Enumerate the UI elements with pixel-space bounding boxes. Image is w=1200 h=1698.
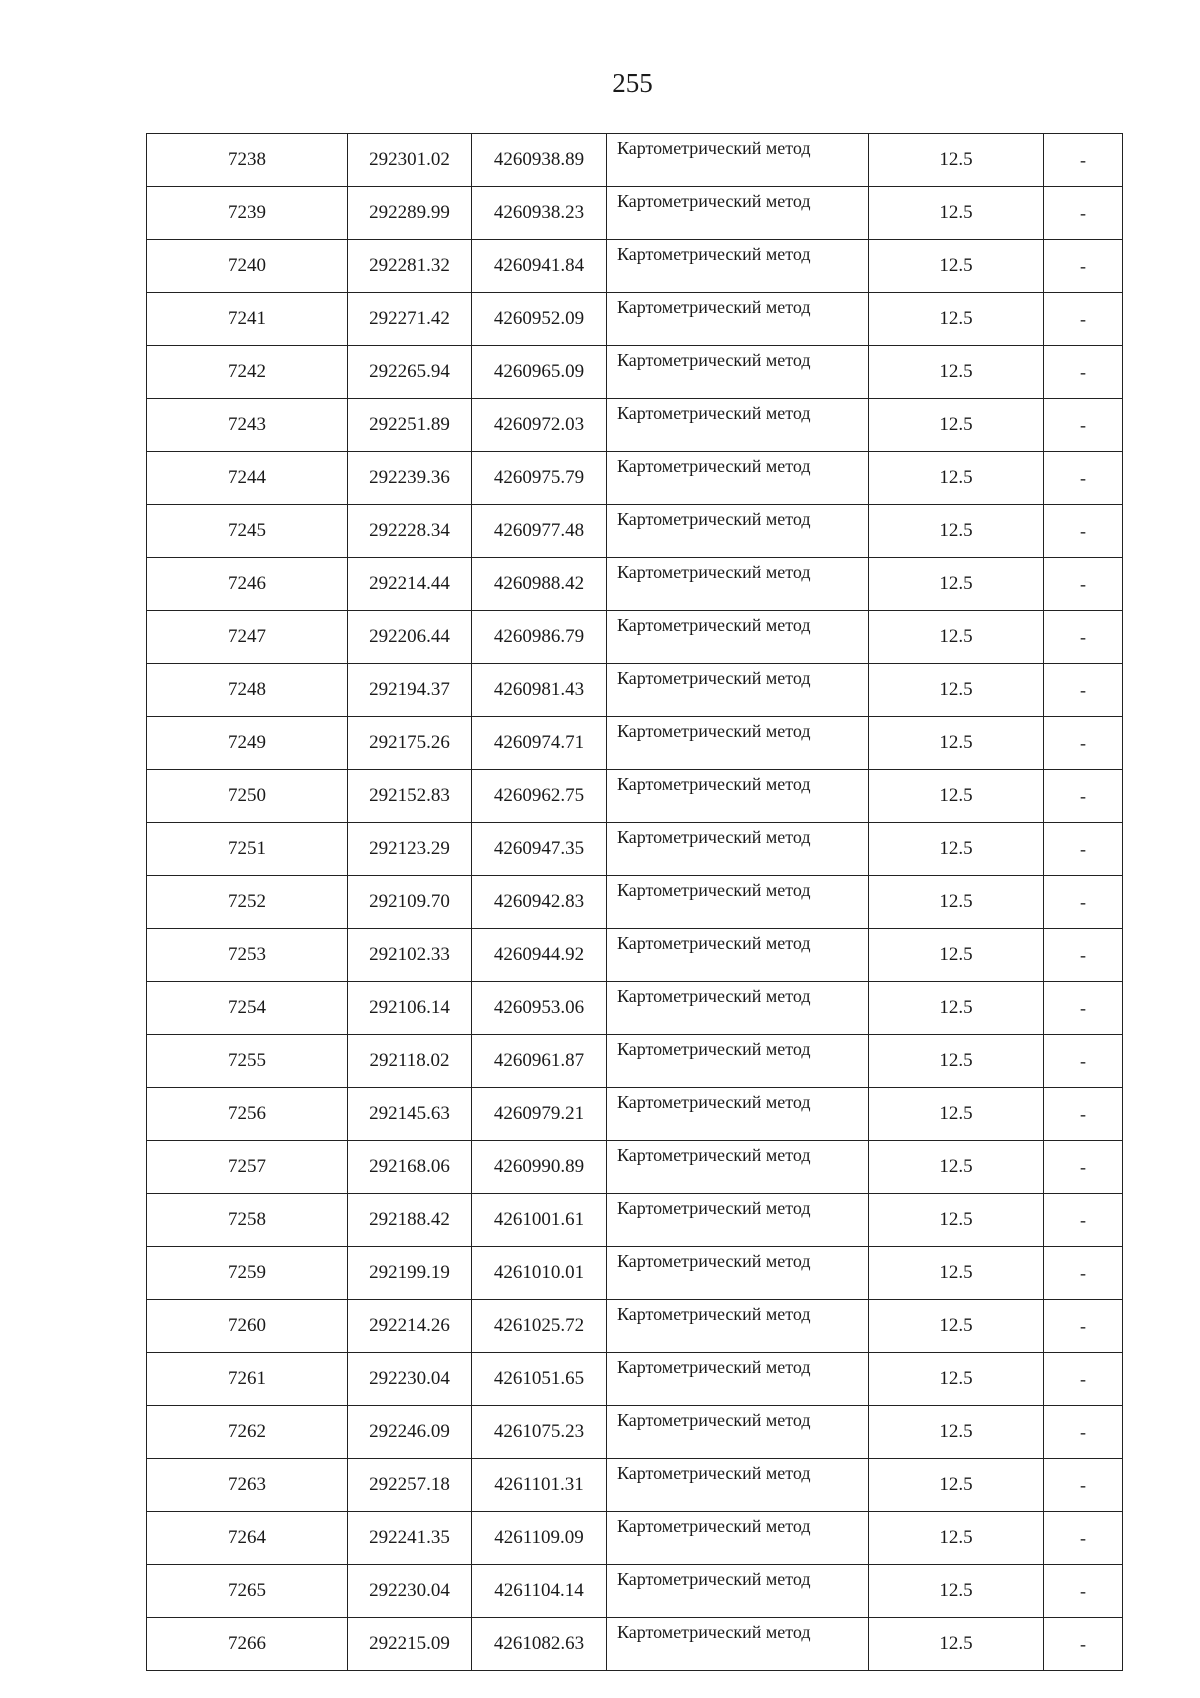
method-cell: Картометрический метод [607,1300,869,1353]
table-row [147,611,1123,664]
accuracy-cell: 12.5 [869,1088,1044,1141]
method-cell: Картометрический метод [607,1353,869,1406]
point-number-cell: 7265 [147,1565,348,1618]
point-number-cell: 7246 [147,558,348,611]
method-cell: Картометрический метод [607,770,869,823]
y-coordinate-cell: 4261082.63 [472,1618,607,1671]
accuracy-cell: 12.5 [869,1035,1044,1088]
x-coordinate-cell: 292241.35 [348,1512,472,1565]
note-cell: - [1044,293,1123,346]
x-coordinate-cell: 292239.36 [348,452,472,505]
point-number-cell: 7263 [147,1459,348,1512]
table-row [147,1459,1123,1512]
x-coordinate-cell: 292265.94 [348,346,472,399]
note-cell: - [1044,1353,1123,1406]
table-row [147,346,1123,399]
table-row [147,187,1123,240]
accuracy-cell: 12.5 [869,505,1044,558]
table-row [147,134,1123,187]
point-number-cell: 7259 [147,1247,348,1300]
y-coordinate-cell: 4260962.75 [472,770,607,823]
point-number-cell: 7245 [147,505,348,558]
x-coordinate-cell: 292228.34 [348,505,472,558]
accuracy-cell: 12.5 [869,823,1044,876]
accuracy-cell: 12.5 [869,293,1044,346]
accuracy-cell: 12.5 [869,1618,1044,1671]
accuracy-cell: 12.5 [869,1565,1044,1618]
method-cell: Картометрический метод [607,240,869,293]
accuracy-cell: 12.5 [869,1353,1044,1406]
y-coordinate-cell: 4260981.43 [472,664,607,717]
accuracy-cell: 12.5 [869,399,1044,452]
note-cell: - [1044,505,1123,558]
method-cell: Картометрический метод [607,1406,869,1459]
table-row [147,1035,1123,1088]
x-coordinate-cell: 292281.32 [348,240,472,293]
accuracy-cell: 12.5 [869,452,1044,505]
table-row [147,770,1123,823]
method-cell: Картометрический метод [607,929,869,982]
y-coordinate-cell: 4261010.01 [472,1247,607,1300]
point-number-cell: 7251 [147,823,348,876]
y-coordinate-cell: 4260953.06 [472,982,607,1035]
x-coordinate-cell: 292194.37 [348,664,472,717]
point-number-cell: 7266 [147,1618,348,1671]
y-coordinate-cell: 4260938.89 [472,134,607,187]
x-coordinate-cell: 292109.70 [348,876,472,929]
table-row [147,1512,1123,1565]
method-cell: Картометрический метод [607,1247,869,1300]
method-cell: Картометрический метод [607,717,869,770]
table-row [147,1141,1123,1194]
y-coordinate-cell: 4261075.23 [472,1406,607,1459]
y-coordinate-cell: 4260975.79 [472,452,607,505]
accuracy-cell: 12.5 [869,240,1044,293]
point-number-cell: 7256 [147,1088,348,1141]
table-row [147,717,1123,770]
table-row [147,982,1123,1035]
method-cell: Картометрический метод [607,187,869,240]
table-row [147,293,1123,346]
coordinates-table-body [147,134,1123,1671]
x-coordinate-cell: 292199.19 [348,1247,472,1300]
note-cell: - [1044,346,1123,399]
table-row [147,452,1123,505]
accuracy-cell: 12.5 [869,346,1044,399]
x-coordinate-cell: 292118.02 [348,1035,472,1088]
point-number-cell: 7258 [147,1194,348,1247]
note-cell: - [1044,452,1123,505]
y-coordinate-cell: 4261101.31 [472,1459,607,1512]
point-number-cell: 7243 [147,399,348,452]
x-coordinate-cell: 292188.42 [348,1194,472,1247]
accuracy-cell: 12.5 [869,1247,1044,1300]
table-row [147,240,1123,293]
x-coordinate-cell: 292123.29 [348,823,472,876]
accuracy-cell: 12.5 [869,134,1044,187]
accuracy-cell: 12.5 [869,982,1044,1035]
x-coordinate-cell: 292106.14 [348,982,472,1035]
point-number-cell: 7249 [147,717,348,770]
coordinates-table [146,133,1123,1671]
table-row [147,876,1123,929]
note-cell: - [1044,982,1123,1035]
y-coordinate-cell: 4260979.21 [472,1088,607,1141]
point-number-cell: 7241 [147,293,348,346]
method-cell: Картометрический метод [607,823,869,876]
x-coordinate-cell: 292301.02 [348,134,472,187]
accuracy-cell: 12.5 [869,1459,1044,1512]
note-cell: - [1044,1194,1123,1247]
y-coordinate-cell: 4260986.79 [472,611,607,664]
note-cell: - [1044,876,1123,929]
method-cell: Картометрический метод [607,1618,869,1671]
x-coordinate-cell: 292175.26 [348,717,472,770]
method-cell: Картометрический метод [607,1512,869,1565]
note-cell: - [1044,134,1123,187]
note-cell: - [1044,770,1123,823]
point-number-cell: 7261 [147,1353,348,1406]
method-cell: Картометрический метод [607,1459,869,1512]
accuracy-cell: 12.5 [869,1141,1044,1194]
point-number-cell: 7264 [147,1512,348,1565]
point-number-cell: 7248 [147,664,348,717]
y-coordinate-cell: 4260941.84 [472,240,607,293]
point-number-cell: 7239 [147,187,348,240]
note-cell: - [1044,558,1123,611]
y-coordinate-cell: 4261025.72 [472,1300,607,1353]
y-coordinate-cell: 4260988.42 [472,558,607,611]
table-row [147,1194,1123,1247]
method-cell: Картометрический метод [607,134,869,187]
table-row [147,664,1123,717]
y-coordinate-cell: 4260972.03 [472,399,607,452]
y-coordinate-cell: 4260942.83 [472,876,607,929]
note-cell: - [1044,1141,1123,1194]
note-cell: - [1044,1300,1123,1353]
y-coordinate-cell: 4260974.71 [472,717,607,770]
point-number-cell: 7238 [147,134,348,187]
point-number-cell: 7244 [147,452,348,505]
accuracy-cell: 12.5 [869,1194,1044,1247]
table-row [147,558,1123,611]
x-coordinate-cell: 292168.06 [348,1141,472,1194]
accuracy-cell: 12.5 [869,1300,1044,1353]
method-cell: Картометрический метод [607,1088,869,1141]
note-cell: - [1044,1618,1123,1671]
table-row [147,1247,1123,1300]
x-coordinate-cell: 292230.04 [348,1565,472,1618]
method-cell: Картометрический метод [607,505,869,558]
table-row [147,929,1123,982]
x-coordinate-cell: 292246.09 [348,1406,472,1459]
x-coordinate-cell: 292214.44 [348,558,472,611]
note-cell: - [1044,717,1123,770]
accuracy-cell: 12.5 [869,929,1044,982]
point-number-cell: 7260 [147,1300,348,1353]
x-coordinate-cell: 292271.42 [348,293,472,346]
x-coordinate-cell: 292102.33 [348,929,472,982]
x-coordinate-cell: 292289.99 [348,187,472,240]
y-coordinate-cell: 4260961.87 [472,1035,607,1088]
point-number-cell: 7253 [147,929,348,982]
note-cell: - [1044,1565,1123,1618]
point-number-cell: 7262 [147,1406,348,1459]
method-cell: Картометрический метод [607,399,869,452]
note-cell: - [1044,1088,1123,1141]
accuracy-cell: 12.5 [869,611,1044,664]
method-cell: Картометрический метод [607,1141,869,1194]
method-cell: Картометрический метод [607,1194,869,1247]
method-cell: Картометрический метод [607,664,869,717]
x-coordinate-cell: 292230.04 [348,1353,472,1406]
note-cell: - [1044,823,1123,876]
table-row [147,1300,1123,1353]
y-coordinate-cell: 4260965.09 [472,346,607,399]
x-coordinate-cell: 292152.83 [348,770,472,823]
x-coordinate-cell: 292214.26 [348,1300,472,1353]
accuracy-cell: 12.5 [869,770,1044,823]
accuracy-cell: 12.5 [869,558,1044,611]
method-cell: Картометрический метод [607,346,869,399]
x-coordinate-cell: 292206.44 [348,611,472,664]
method-cell: Картометрический метод [607,558,869,611]
accuracy-cell: 12.5 [869,664,1044,717]
table-row [147,1618,1123,1671]
accuracy-cell: 12.5 [869,717,1044,770]
point-number-cell: 7250 [147,770,348,823]
x-coordinate-cell: 292257.18 [348,1459,472,1512]
table-row [147,399,1123,452]
note-cell: - [1044,1512,1123,1565]
y-coordinate-cell: 4261001.61 [472,1194,607,1247]
page-number: 255 [612,68,653,98]
y-coordinate-cell: 4260944.92 [472,929,607,982]
table-row [147,823,1123,876]
x-coordinate-cell: 292215.09 [348,1618,472,1671]
x-coordinate-cell: 292145.63 [348,1088,472,1141]
method-cell: Картометрический метод [607,1565,869,1618]
y-coordinate-cell: 4260977.48 [472,505,607,558]
y-coordinate-cell: 4261109.09 [472,1512,607,1565]
note-cell: - [1044,611,1123,664]
y-coordinate-cell: 4260938.23 [472,187,607,240]
y-coordinate-cell: 4260990.89 [472,1141,607,1194]
y-coordinate-cell: 4260952.09 [472,293,607,346]
method-cell: Картометрический метод [607,452,869,505]
note-cell: - [1044,664,1123,717]
method-cell: Картометрический метод [607,876,869,929]
point-number-cell: 7254 [147,982,348,1035]
accuracy-cell: 12.5 [869,1406,1044,1459]
point-number-cell: 7252 [147,876,348,929]
point-number-cell: 7257 [147,1141,348,1194]
point-number-cell: 7255 [147,1035,348,1088]
table-row [147,1353,1123,1406]
point-number-cell: 7247 [147,611,348,664]
method-cell: Картометрический метод [607,982,869,1035]
method-cell: Картометрический метод [607,1035,869,1088]
note-cell: - [1044,1406,1123,1459]
method-cell: Картометрический метод [607,611,869,664]
method-cell: Картометрический метод [607,293,869,346]
point-number-cell: 7242 [147,346,348,399]
note-cell: - [1044,1247,1123,1300]
accuracy-cell: 12.5 [869,876,1044,929]
point-number-cell: 7240 [147,240,348,293]
note-cell: - [1044,399,1123,452]
table-row [147,1565,1123,1618]
note-cell: - [1044,1459,1123,1512]
note-cell: - [1044,187,1123,240]
table-row [147,1406,1123,1459]
y-coordinate-cell: 4261104.14 [472,1565,607,1618]
table-row [147,505,1123,558]
note-cell: - [1044,929,1123,982]
x-coordinate-cell: 292251.89 [348,399,472,452]
accuracy-cell: 12.5 [869,1512,1044,1565]
note-cell: - [1044,1035,1123,1088]
table-row [147,1088,1123,1141]
accuracy-cell: 12.5 [869,187,1044,240]
y-coordinate-cell: 4260947.35 [472,823,607,876]
y-coordinate-cell: 4261051.65 [472,1353,607,1406]
note-cell: - [1044,240,1123,293]
